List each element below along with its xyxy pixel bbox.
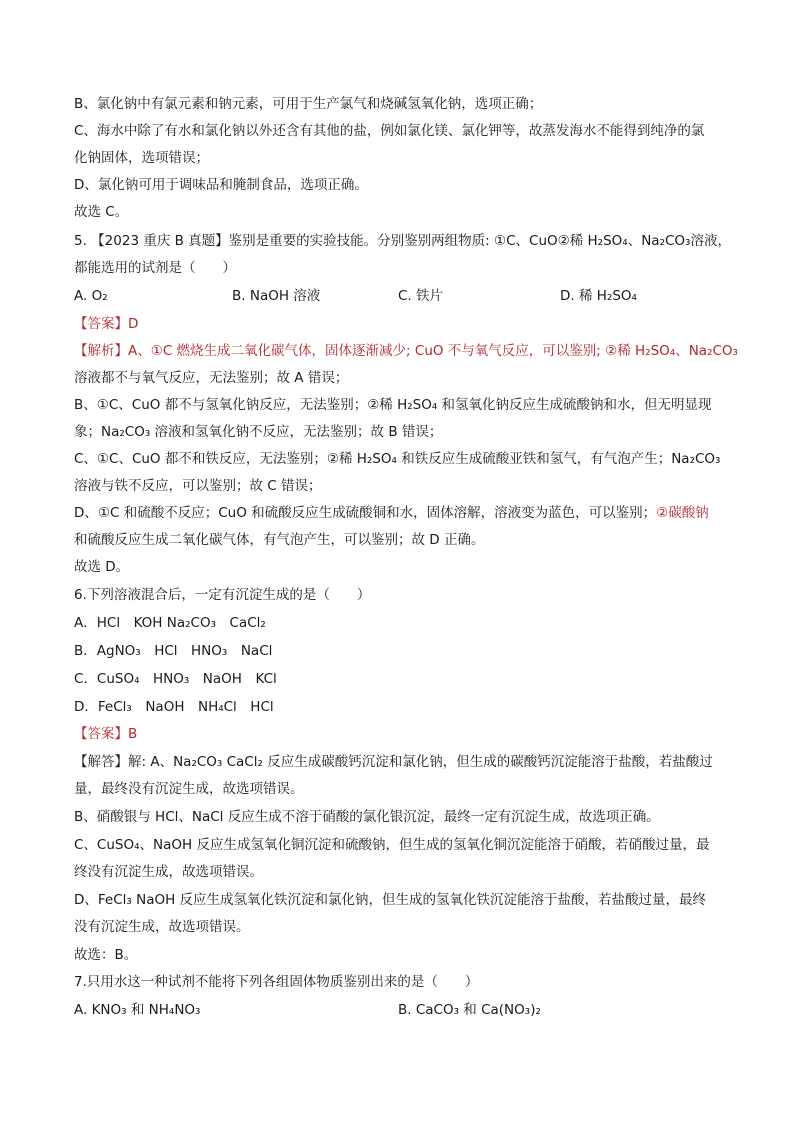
solution-line: B、硝酸银与 HCl、NaCl 反应生成不溶于硝酸的氯化银沉淀，最终一定有沉淀生成，故选项正确。 [74, 809, 660, 825]
question-5-stem: 都能选用的试剂是（ ） [74, 260, 236, 276]
solution-line: D、FeCl₃ NaOH 反应生成氢氧化铁沉淀和氯化钠，但生成的氢氧化铁沉淀能溶于盐酸，若盐酸过量，最终 [74, 892, 707, 908]
text-line: C、海水中除了有水和氯化钠以外还含有其他的盐，例如氯化镁、氯化钾等，故蒸发海水不能得到纯净的氯 [74, 123, 705, 139]
explanation-line [74, 503, 709, 523]
solution-line: 量，最终没有沉淀生成，故选项错误。 [74, 781, 304, 797]
solution-line: 【解答】解: A、Na₂CO₃ CaCl₂ 反应生成碳酸钙沉淀和氯化钠，但生成的碳酸钙沉淀能溶于盐酸，若盐酸过 [74, 754, 713, 770]
explanation-line: B、①C、CuO 都不与氢氧化钠反应，无法鉴别；②稀 H₂SO₄ 和氢氧化钠反应生成硫酸钠和水，但无明显现 [74, 397, 712, 413]
explanation-text: D、①C 和硫酸不反应；CuO 和硫酸反应生成硫酸铜和水，固体溶解，溶液变为蓝色，可以鉴别； [74, 505, 657, 521]
question-6-stem: 6.下列溶液混合后，一定有沉淀生成的是（ ） [74, 587, 371, 603]
explanation-line: 溶液与铁不反应，可以鉴别；故 C 错误； [74, 478, 322, 494]
conclusion-line: 故选：B。 [74, 947, 138, 963]
explanation-line: 象；Na₂CO₃ 溶液和氢氧化钠不反应，无法鉴别；故 B 错误； [74, 424, 443, 440]
question-5-stem: 5. 【2023 重庆 B 真题】鉴别是重要的实验技能。分别鉴别两组物质: ①C、CuO②稀 H₂SO₄、Na₂CO₃溶液， [74, 233, 731, 249]
conclusion-line: 故选 D。 [74, 559, 130, 575]
explanation-line: 和硫酸反应生成二氧化碳气体，有气泡产生，可以鉴别；故 D 正确。 [74, 532, 485, 548]
solution-line: C、CuSO₄、NaOH 反应生成氢氧化铜沉淀和硫酸钠，但生成的氢氧化铜沉淀能溶于硝酸，若硝酸过量，最 [74, 837, 710, 853]
q5-option-d: D. 稀 H₂SO₄ [560, 288, 637, 304]
text-line: 故选 C。 [74, 204, 129, 220]
text-line: D、氯化钠可用于调味品和腌制食品，选项正确。 [74, 177, 368, 193]
explanation-line: 【解析】A、①C 燃烧生成二氧化碳气体，固体逐渐减少; CuO 不与氧气反应，可以鉴别; ②稀 H₂SO₄、Na₂CO₃ [74, 343, 738, 359]
q5-option-b: B. NaOH 溶液 [232, 288, 321, 304]
question-7-stem: 7.只用水这一种试剂不能将下列各组固体物质鉴别出来的是（ ） [74, 974, 479, 990]
explanation-line: C、①C、CuO 都不和铁反应，无法鉴别；②稀 H₂SO₄ 和铁反应生成硫酸亚铁和氢气，有气泡产生；Na₂CO₃ [74, 451, 721, 467]
q5-option-c: C. 铁片 [398, 288, 444, 304]
solution-line: 没有沉淀生成，故选项错误。 [74, 919, 250, 935]
explanation-highlight: ②碳酸钠 [656, 505, 709, 521]
q6-option-d: D．FeCl₃ NaOH NH₄Cl HCl [74, 699, 274, 715]
q5-option-a: A. O₂ [74, 288, 108, 304]
text-line: 化钠固体，选项错误； [74, 150, 209, 166]
q6-option-c: C．CuSO₄ HNO₃ NaOH KCl [74, 671, 277, 687]
q7-option-b: B. CaCO₃ 和 Ca(NO₃)₂ [398, 1002, 541, 1018]
answer-5: 【答案】D [74, 316, 139, 332]
explanation-line: 溶液都不与氧气反应，无法鉴别；故 A 错误； [74, 370, 349, 386]
answer-6: 【答案】B [74, 726, 138, 742]
q6-option-a: A．HCl KOH Na₂CO₃ CaCl₂ [74, 615, 266, 631]
solution-line: 终没有沉淀生成，故选项错误。 [74, 864, 263, 880]
text-line: B、氯化钠中有氯元素和钠元素，可用于生产氯气和烧碱氢氧化钠，选项正确； [74, 96, 543, 112]
q6-option-b: B．AgNO₃ HCl HNO₃ NaCl [74, 643, 273, 659]
q7-option-a: A. KNO₃ 和 NH₄NO₃ [74, 1002, 201, 1018]
